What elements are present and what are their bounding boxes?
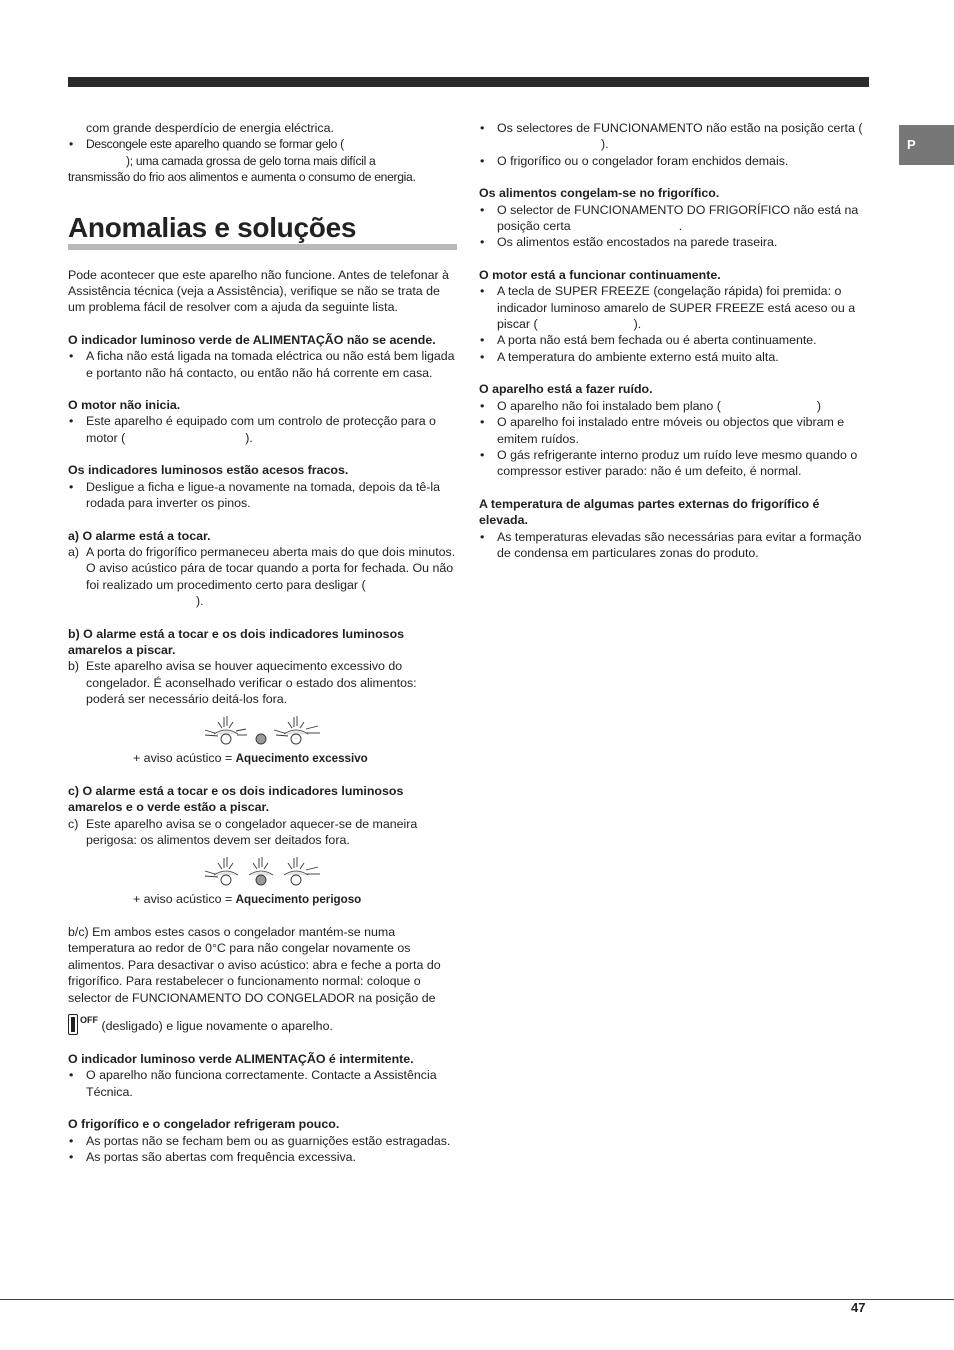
- off-switch-icon: [68, 1014, 78, 1035]
- page-number: 47: [851, 1300, 866, 1315]
- intro-continued: com grande desperdício de energia eléctrica.: [86, 121, 334, 135]
- item-alarm-a: a) A porta do frigorífico permaneceu aberta mais do que dois minutos. O aviso acústico pára de tocar quando a porta for fechada. Ou não foi realizado um procedimento certo para desligar ().: [68, 544, 456, 609]
- heading-external-temperature: A temperatura de algumas partes externas do frigorífico é elevada.: [479, 496, 820, 528]
- two-yellow-blinking-icon: [200, 714, 322, 750]
- bullet-food-against-wall: • Os alimentos estão encostados na parede traseira.: [479, 234, 869, 250]
- indicator-figure-b: [68, 714, 458, 750]
- heading-power-blinking: O indicador luminoso verde ALIMENTAÇÃO é intermitente.: [68, 1052, 414, 1067]
- page-title: Anomalias e soluções: [68, 211, 357, 243]
- heading-low-cooling: O frigorífico e o congelador refrigeram pouco.: [68, 1117, 340, 1132]
- language-tab-label: P: [907, 137, 916, 152]
- bullet-super-freeze: • A tecla de SUPER FREEZE (congelação rápida) foi premida: o indicador luminoso amarelo de SUPER FREEZE está aceso ou a piscar ( ).: [479, 283, 869, 332]
- indicator-figure-c: [68, 855, 458, 891]
- heading-alarm-a: a) O alarme está a tocar.: [68, 528, 211, 543]
- intro-paragraph: Pode acontecer que este aparelho não funcione. Antes de telefonar à Assistência técnica (veja a Assistência), verifique se não se trata de um problema fácil de resolver com a ajuda da seguinte lista.: [68, 267, 449, 315]
- heading-motor-continuous: O motor está a funcionar continuamente.: [479, 267, 721, 282]
- title-underline: [68, 244, 457, 250]
- caption-dangerous-heating: + aviso acústico = Aquecimento perigoso: [133, 891, 362, 906]
- bullet-motor-protection: • Este aparelho é equipado com um controlo de protecção para o motor ( ).: [68, 413, 458, 446]
- bullet-refrigerant-gas: • O gás refrigerante interno produz um ruído leve mesmo quando o compressor estiver parado: não é um defeito, é normal.: [479, 447, 869, 480]
- off-label: OFF: [80, 1015, 98, 1026]
- footer-rule: [0, 1299, 954, 1300]
- heading-alarm-b: b) O alarme está a tocar e os dois indicadores luminosos amarelos a piscar.: [68, 626, 405, 657]
- heading-food-freezing: Os alimentos congelam-se no frigorífico.: [479, 186, 720, 201]
- bullet-gaskets: • As portas não se fecham bem ou as guarnições estão estragadas.: [68, 1133, 458, 1149]
- bullet-dim-leds: • Desligue a ficha e ligue-a novamente na tomada, depois da tê-la rodada para inverter os pinos.: [68, 479, 458, 512]
- heading-motor-not-start: O motor não inicia.: [68, 398, 181, 413]
- defrost-bullet-cont: ); uma camada grossa de gelo torna mais difícil a transmissão do frio aos alimentos e aumenta o consumo de energia.: [68, 153, 416, 185]
- caption-excessive-heating: + aviso acústico = Aquecimento excessivo: [133, 750, 368, 765]
- heading-alarm-c: c) O alarme está a tocar e os dois indicadores luminosos amarelos e o verde estão a piscar.: [68, 783, 404, 815]
- defrost-bullet: • Descongele este aparelho quando se formar gelo (: [68, 136, 458, 152]
- header-bar: [68, 77, 869, 87]
- bullet-power-blinking: • O aparelho não funciona correctamente. Contacte a Assistência Técnica.: [68, 1067, 458, 1100]
- bullet-not-level: • O aparelho não foi instalado bem plano ( ): [479, 398, 869, 414]
- off-position-line: $^{OFF}$ (desligado) e ligue novamente o aparelho.: [68, 1012, 458, 1035]
- heading-noise: O aparelho está a fazer ruído.: [479, 382, 653, 397]
- bullet-power-led: • A ficha não está ligada na tomada eléctrica ou não está bem ligada e portanto não há contacto, ou então não há corrente em casa.: [68, 348, 458, 381]
- left-column: [68, 120, 458, 1165]
- bc-paragraph: b/c) Em ambos estes casos o congelador mantém-se numa temperatura ao redor de 0°C para não congelar novamente os alimentos. Para desactivar o aviso acústico: abra e feche a porta do frigorífico. Para restabelecer o funcionamento normal: coloque o selector de FUNCIONAMENTO DO CONGELADOR na posição de: [68, 925, 441, 1005]
- bullet-overfilled: • O frigorífico ou o congelador foram enchidos demais.: [479, 153, 869, 169]
- bullet-condensation: • As temperaturas elevadas são necessárias para evitar a formação de condensa em particulares zonas do produto.: [479, 529, 869, 562]
- right-column: [479, 120, 869, 561]
- bullet-doors-opened: • As portas são abertas com frequência excessiva.: [68, 1149, 458, 1165]
- item-alarm-b: b) Este aparelho avisa se houver aquecimento excessivo do congelador. É aconselhado verificar o estado dos alimentos: poderá ser necessário deitá-los fora.: [68, 659, 417, 707]
- heading-dim-leds: Os indicadores luminosos estão acesos fracos.: [68, 463, 349, 478]
- bullet-fridge-selector: • O selector de FUNCIONAMENTO DO FRIGORÍFICO não está na posição certa .: [479, 202, 869, 235]
- all-leds-blinking-icon: [200, 855, 322, 891]
- language-tab: [899, 125, 954, 165]
- bullet-selectors-position: • Os selectores de FUNCIONAMENTO não estão na posição certa ().: [479, 120, 869, 153]
- bullet-vibrating-furniture: • O aparelho foi instalado entre móveis ou objectos que vibram e emitem ruídos.: [479, 414, 869, 447]
- bullet-ambient-high: • A temperatura do ambiente externo está muito alta.: [479, 349, 869, 365]
- heading-power-led: O indicador luminoso verde de ALIMENTAÇÃO não se acende.: [68, 332, 436, 347]
- bullet-door-not-closed: • A porta não está bem fechada ou é aberta continuamente.: [479, 332, 869, 348]
- item-alarm-c: c) Este aparelho avisa se o congelador aquecer-se de maneira perigosa: os alimentos devem ser deitados fora.: [68, 816, 418, 848]
